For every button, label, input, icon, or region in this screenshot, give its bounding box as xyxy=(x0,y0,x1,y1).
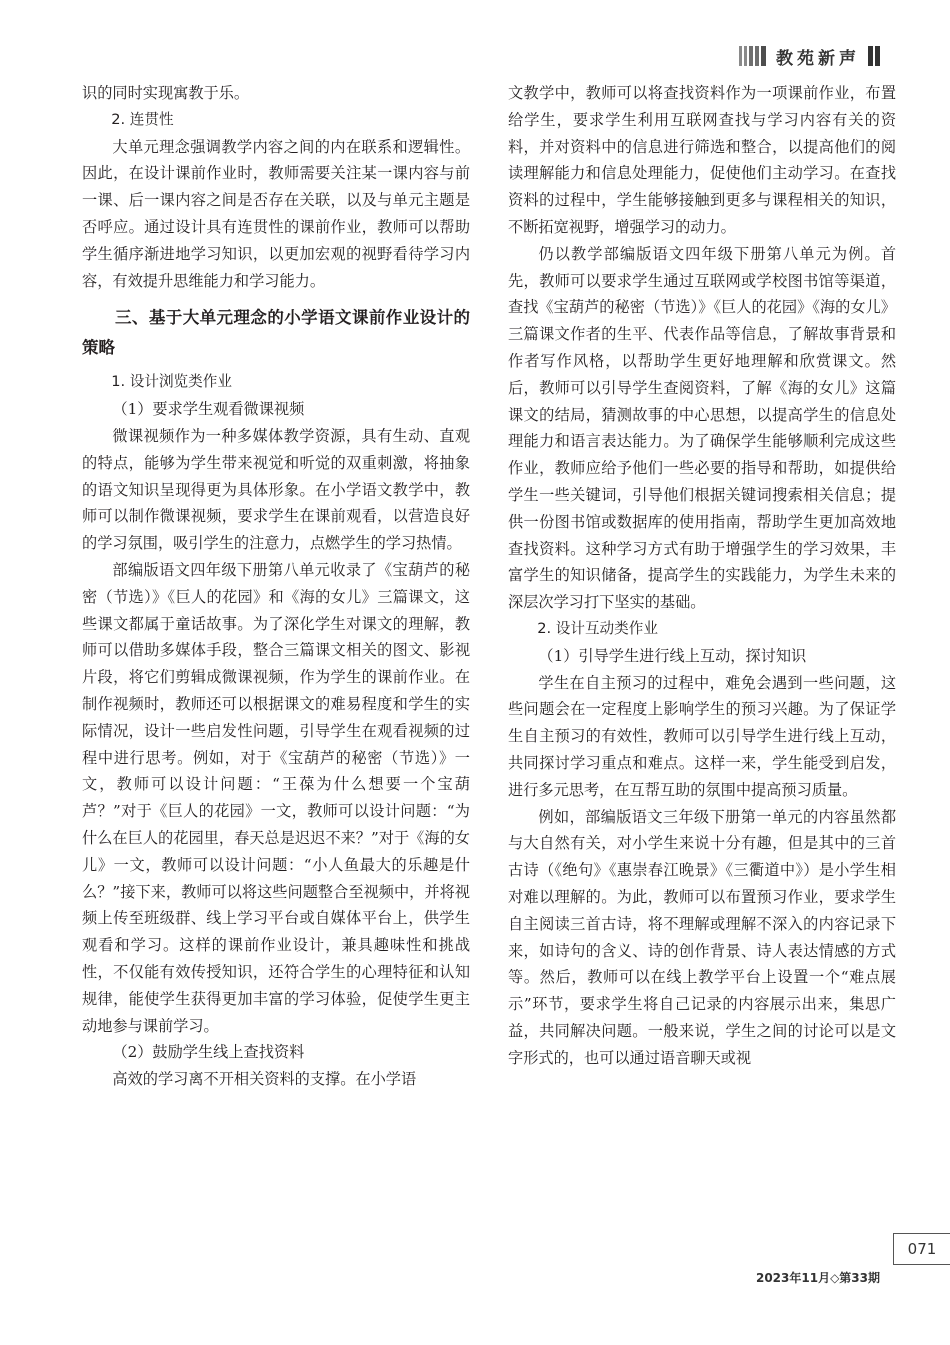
point-heading: （1）要求学生观看微课视频 xyxy=(112,400,305,419)
header-title: 教苑新声 xyxy=(776,48,860,69)
paragraph: 学生在自主预习的过程中，难免会遇到一些问题，这些问题会在一定程度上影响学生的预习兴趣。为了保证学生自主预习的有效性，教师可以引导学生进行线上互动，共同探讨学习重点和难点。这样一来，学生能受到启发，进行多元思考，在互帮互助的氛围中提高预习质量。 xyxy=(508,673,896,799)
point-heading: （2）鼓励学生线上查找资料 xyxy=(112,1043,305,1062)
running-header xyxy=(739,44,880,68)
subheading-browse-homework: 1. 设计浏览类作业 xyxy=(111,373,232,391)
paragraph: 仍以教学部编版语文四年级下册第八单元为例。首先，教师可以要求学生通过互联网或学校图书馆等渠道，查找《宝葫芦的秘密（节选）》《巨人的花园》《海的女儿》三篇课文作者的生平、代表作品等信息，了解故事背景和作者写作风格，以帮助学生更好地理解和欣赏课文。然后，教师可以引导学生查阅资料，了解《海的女儿》这篇课文的结局，猜测故事的中心思想，以提高学生的信息处理能力和语言表达能力。为了确保学生能够顺利完成这些作业，教师应给予他们一些必要的指导和帮助，如提供给学生一些关键词，引导他们根据关键词搜索相关信息；提供一份图书馆或数据库的使用指南，帮助学生更加高效地查找资料。这种学习方式有助于增强学生的学习效果，丰富学生的知识储备，提高学生的实践能力，为学生未来的深层次学习打下坚实的基础。 xyxy=(508,244,896,612)
right-column xyxy=(508,80,896,1071)
paragraph: 高效的学习离不开相关资料的支撑。在小学语 xyxy=(112,1070,417,1089)
paragraph: 部编版语文四年级下册第八单元收录了《宝葫芦的秘密（节选）》《巨人的花园》和《海的女儿》三篇课文，这些课文都属于童话故事。为了深化学生对课文的理解，教师可以借助多媒体手段，整合三篇课文相关的图文、影视片段，将它们剪辑成微课视频，作为学生的课前作业。在制作视频时，教师还可以根据课文的难易程度和学生的实际情况，设计一些启发性问题，引导学生在观看视频的过程中进行思考。例如，对于《宝葫芦的秘密（节选）》一文，教师可以设计问题：“王葆为什么想要一个宝葫芦？”对于《巨人的花园》一文，教师可以设计问题：“为什么在巨人的花园里，春天总是迟迟不来？”对于《海的女儿》一文，教师可以设计问题：“小人鱼最大的乐趣是什么？”接下来，教师可以将这些问题整合至视频中，并将视频上传至班级群、线上学习平台或自媒体平台上，供学生观看和学习。这样的课前作业设计，兼具趣味性和挑战性，不仅能有效传授知识，还符合学生的心理特征和认知规律，能使学生获得更加丰富的学习体验，促使学生更主动地参与课前学习。 xyxy=(82,560,470,1035)
paragraph: 例如，部编版语文三年级下册第一单元的内容虽然都与大自然有关，对小学生来说十分有趣，但是其中的三首古诗（《绝句》《惠崇春江晚景》《三衢道中》）是小学生相对难以理解的。为此，教师可以布置预习作业，要求学生自主阅读三首古诗，将不理解或理解不深入的内容记录下来，如诗句的含义、诗的创作背景、诗人表达情感的方式等。然后，教师可以在线上教学平台上设置一个“难点展示”环节，要求学生将自己记录的内容展示出来，集思广益，共同解决问题。一般来说，学生之间的讨论可以是文字形式的，也可以通过语音聊天或视 xyxy=(508,807,896,1067)
page-number: 071 xyxy=(893,1233,950,1265)
subheading-interactive-homework: 2. 设计互动类作业 xyxy=(537,619,658,637)
paragraph: 识的同时实现寓教于乐。 xyxy=(82,84,250,102)
point-heading: （1）引导学生进行线上互动，探讨知识 xyxy=(538,646,807,665)
header-end-bars xyxy=(866,46,880,66)
left-column xyxy=(82,80,470,1093)
paragraph: 文教学中，教师可以将查找资料作为一项课前作业，布置给学生，要求学生利用互联网查找与学习内容有关的资料，并对资料中的信息进行筛选和整合，以提高他们的阅读理解能力和信息处理能力，促使他们主动学习。在查找资料的过程中，学生能够接触到更多与课程相关的知识，不断拓宽视野，增强学习的动力。 xyxy=(508,84,896,236)
issue-footer: 2023年11月◇第33期 xyxy=(755,1271,880,1285)
paragraph: 微课视频作为一种多媒体教学资源，具有生动、直观的特点，能够为学生带来视觉和听觉的双重刺激，将抽象的语文知识呈现得更为具体形象。在小学语文教学中，教师可以制作微课视频，要求学生在课前观看，以营造良好的学习氛围，吸引学生的注意力，点燃学生的学习热情。 xyxy=(82,426,470,553)
header-bars-decoration xyxy=(739,46,768,66)
section-heading: 三、基于大单元理念的小学语文课前作业设计的策略 xyxy=(82,308,470,358)
paragraph: 大单元理念强调教学内容之间的内在联系和逻辑性。因此，在设计课前作业时，教师需要关注某一课内容与前一课、后一课内容之间是否存在关联，以及与单元主题是否呼应。通过设计具有连贯性的课前作业，教师可以帮助学生循序渐进地学习知识，以更加宏观的视野看待学习内容，有效提升思维能力和学习能力。 xyxy=(82,137,470,290)
subheading-coherence: 2. 连贯性 xyxy=(111,110,174,128)
